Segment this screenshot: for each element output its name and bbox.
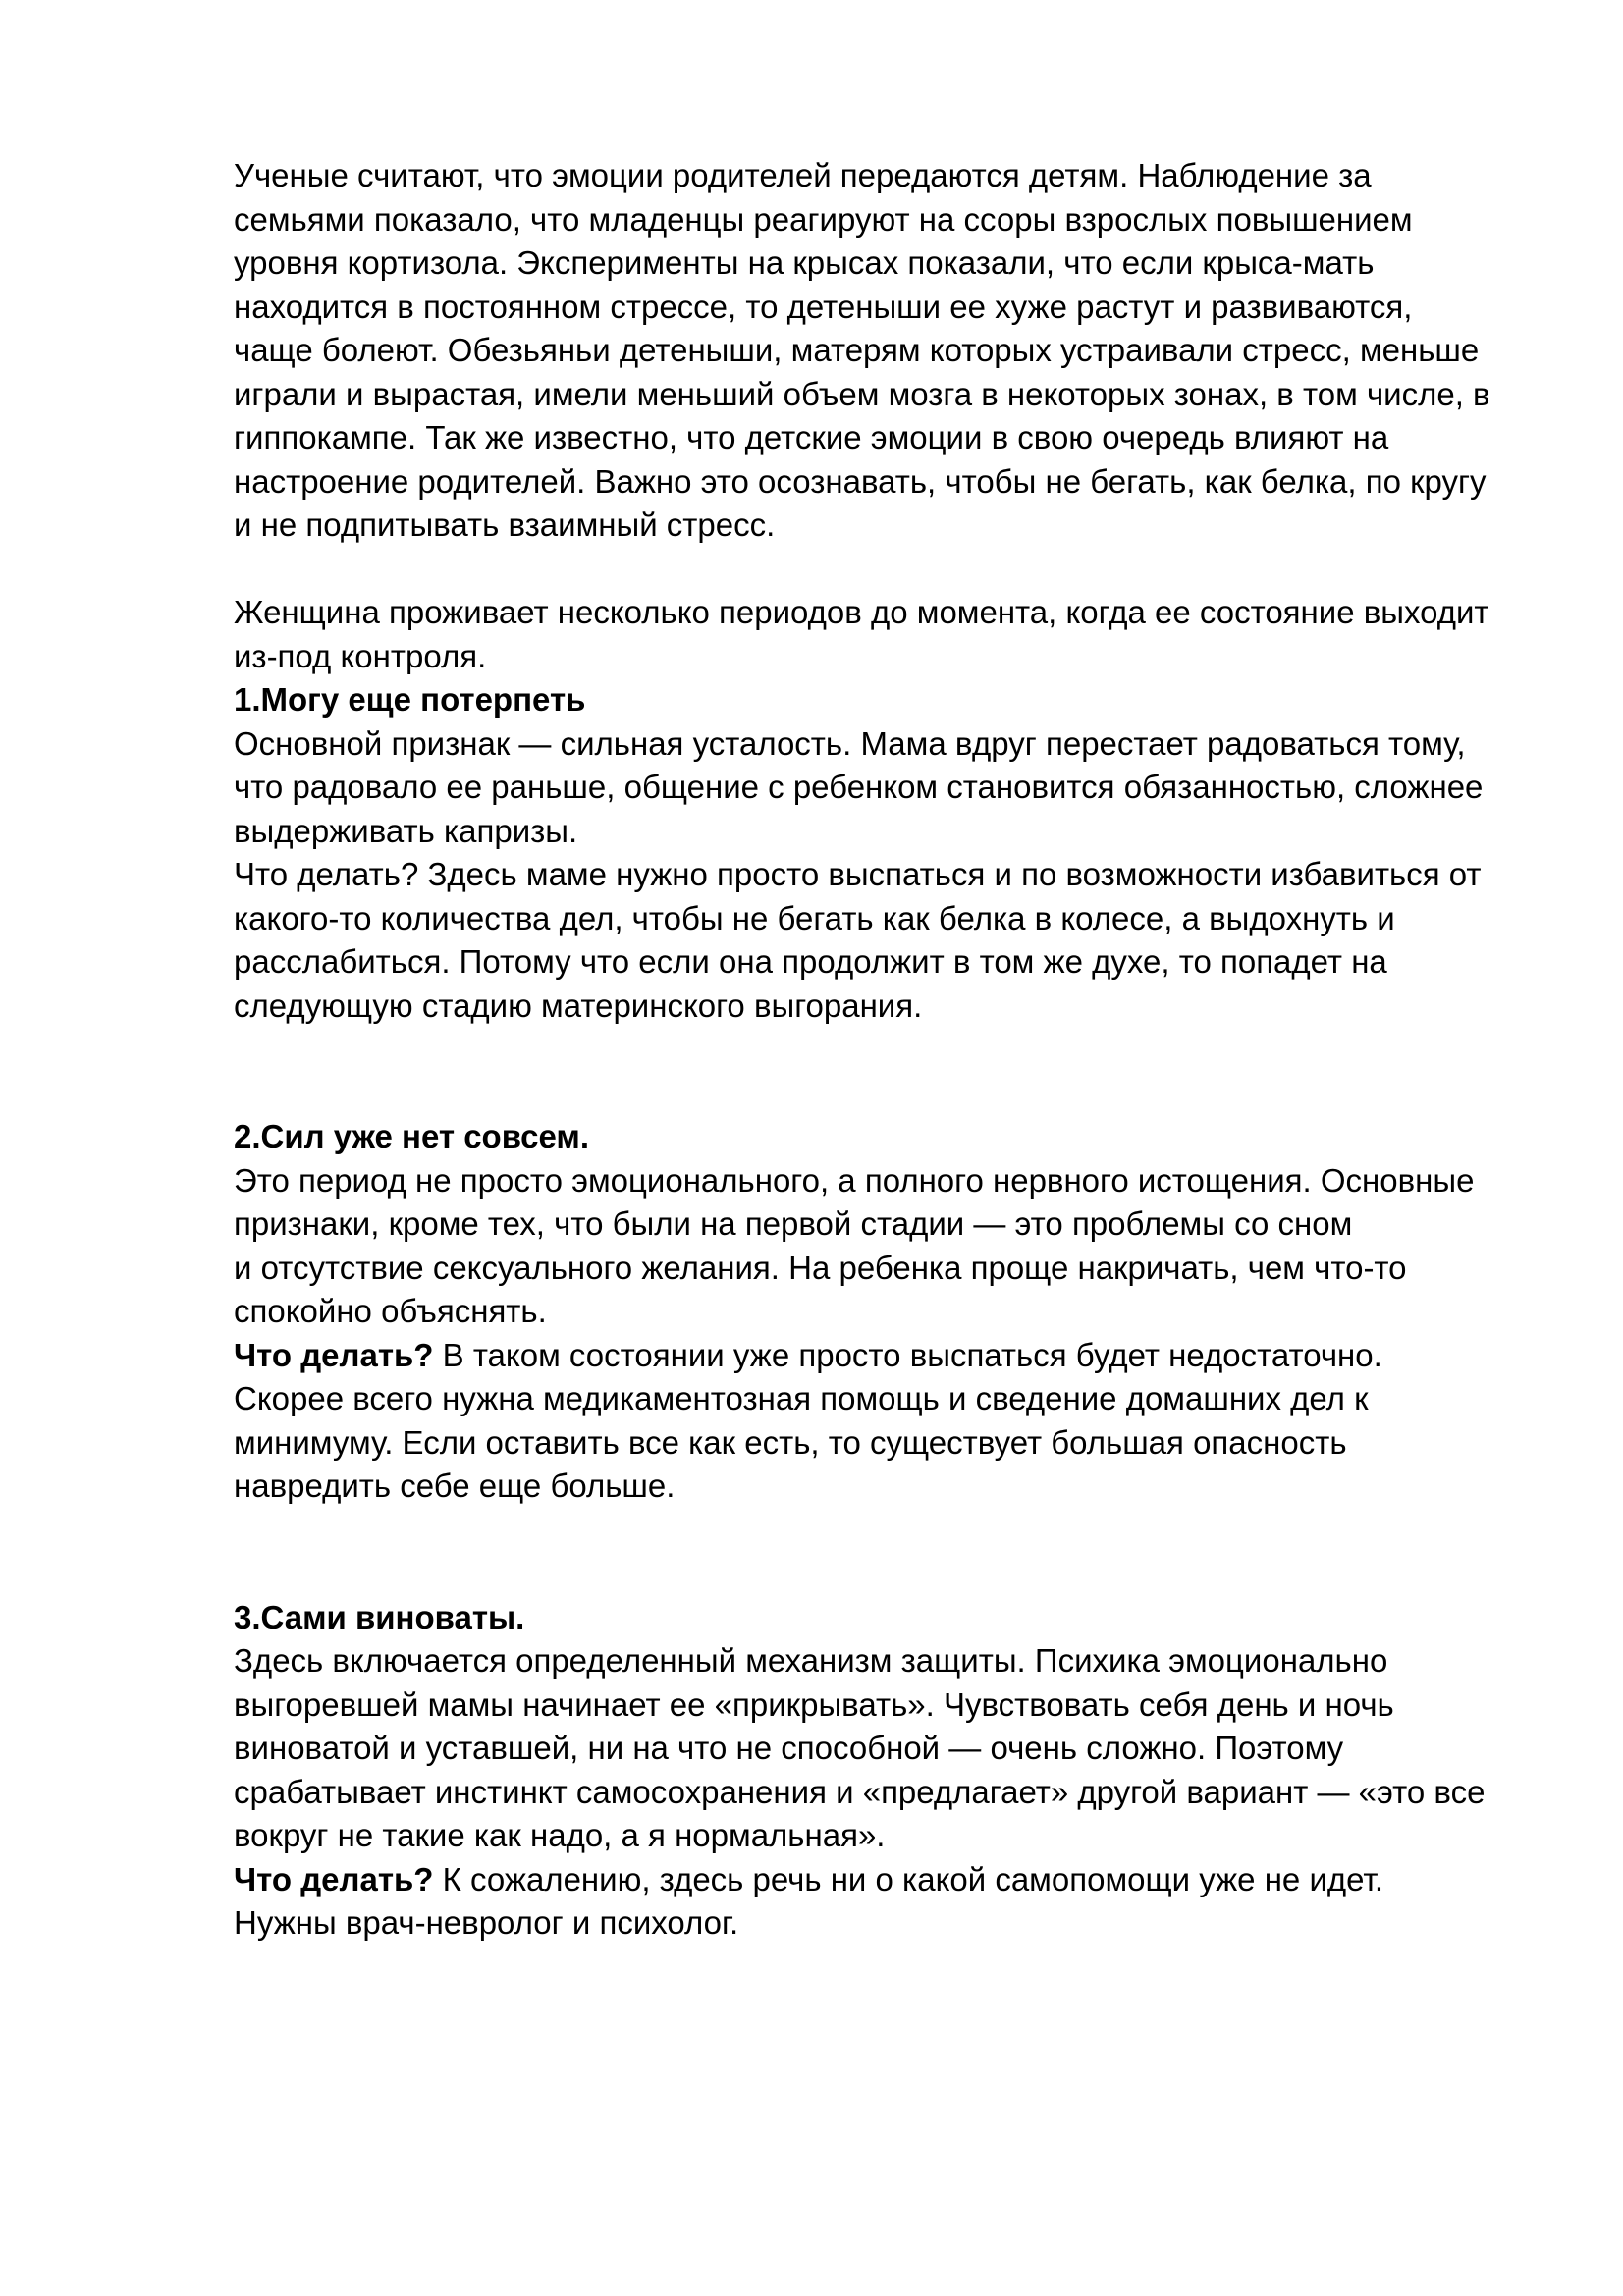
text-line: вокруг не такие как надо, а я нормальная». [234, 1817, 886, 1853]
intro-paragraph [234, 154, 1530, 548]
advice-line [234, 1858, 1530, 1902]
paragraph-spacer [234, 1072, 1530, 1116]
advice-text: В таком состоянии уже просто выспаться будет недостаточно. [433, 1336, 1382, 1373]
paragraph-spacer [234, 1028, 1530, 1072]
text-line: Скорее всего нужна медикаментозная помощь и сведение домашних дел к [234, 1380, 1369, 1416]
text-line: спокойно объяснять. [234, 1293, 547, 1329]
paragraph-spacer [234, 1509, 1530, 1553]
text-line: выгоревшей мамы начинает ее «прикрывать». Чувствовать себя день и ночь [234, 1685, 1394, 1723]
advice-label: Что делать? [234, 1860, 434, 1897]
stage-1-section [234, 678, 1530, 1028]
text-line: какого-то количества дел, чтобы не бегать как белка в колесе, а выдохнуть и [234, 899, 1395, 936]
text-line: выдерживать капризы. [234, 812, 578, 849]
text-line: расслабиться. Потому что если она продолжит в том же духе, то попадет на [234, 943, 1387, 980]
stage-2-heading: 2.Сил уже нет совсем. [234, 1118, 590, 1154]
text-line: играли и вырастая, имели меньший объем мозга в некоторых зонах, в том числе, в [234, 375, 1490, 412]
paragraph-spacer [234, 548, 1530, 592]
advice-line [234, 1334, 1530, 1378]
text-line: срабатывает инстинкт самосохранения и «предлагает» другой вариант — «это все [234, 1773, 1486, 1810]
periods-intro-paragraph [234, 591, 1530, 678]
document-page [234, 154, 1530, 1946]
text-line: следующую стадию материнского выгорания. [234, 987, 923, 1024]
text-line: настроение родителей. Важно это осознавать, чтобы не бегать, как белка, по кругу [234, 462, 1487, 500]
stage-3-heading: 3.Сами виноваты. [234, 1598, 525, 1635]
advice-text: К сожалению, здесь речь ни о какой самопомощи уже не идет. [433, 1860, 1384, 1897]
advice-label: Что делать? [234, 1336, 434, 1373]
text-line: гиппокампе. Так же известно, что детские эмоции в свою очередь влияют на [234, 419, 1389, 455]
text-line: что радовало ее раньше, общение с ребенком становится обязанностью, сложнее [234, 769, 1484, 805]
stage-1-heading: 1.Могу еще потерпеть [234, 681, 586, 718]
text-line: виноватой и уставшей, ни на что не способной — очень сложно. Поэтому [234, 1730, 1344, 1766]
text-line: минимуму. Если оставить все как есть, то существует большая опасность [234, 1423, 1347, 1461]
text-line: и отсутствие сексуального желания. На ребенка проще накричать, чем что-то [234, 1249, 1407, 1286]
text-line: уровня кортизола. Эксперименты на крысах показали, что если крыса-мать [234, 244, 1375, 281]
text-line: Это период не просто эмоционального, а полного нервного истощения. Основные [234, 1161, 1475, 1199]
text-line: Нужны врач-невролог и психолог. [234, 1904, 739, 1941]
text-line: находится в постоянном стрессе, то детеныши ее хуже растут и развиваются, [234, 288, 1413, 325]
text-line: Женщина проживает несколько периодов до момента, когда ее состояние выходит [234, 594, 1489, 630]
text-line: Что делать? Здесь маме нужно просто выспаться и по возможности избавиться от [234, 856, 1482, 892]
stage-3-section [234, 1596, 1530, 1946]
text-line: навредить себе еще больше. [234, 1468, 676, 1504]
text-line: признаки, кроме тех, что были на первой стадии — это проблемы со сном [234, 1205, 1353, 1242]
text-line: из-под контроля. [234, 637, 487, 674]
text-line: Основной признак — сильная усталость. Мама вдруг перестает радоваться тому, [234, 724, 1466, 762]
text-line: и не подпитывать взаимный стресс. [234, 507, 776, 543]
stage-2-section [234, 1115, 1530, 1509]
text-line: Здесь включается определенный механизм защиты. Психика эмоционально [234, 1642, 1388, 1679]
paragraph-spacer [234, 1552, 1530, 1596]
text-line: Ученые считают, что эмоции родителей передаются детям. Наблюдение за [234, 157, 1372, 193]
text-line: семьями показало, что младенцы реагируют на ссоры взрослых повышением [234, 200, 1413, 238]
text-line: чаще болеют. Обезьяньи детеныши, матерям которых устраивали стресс, меньше [234, 332, 1480, 368]
